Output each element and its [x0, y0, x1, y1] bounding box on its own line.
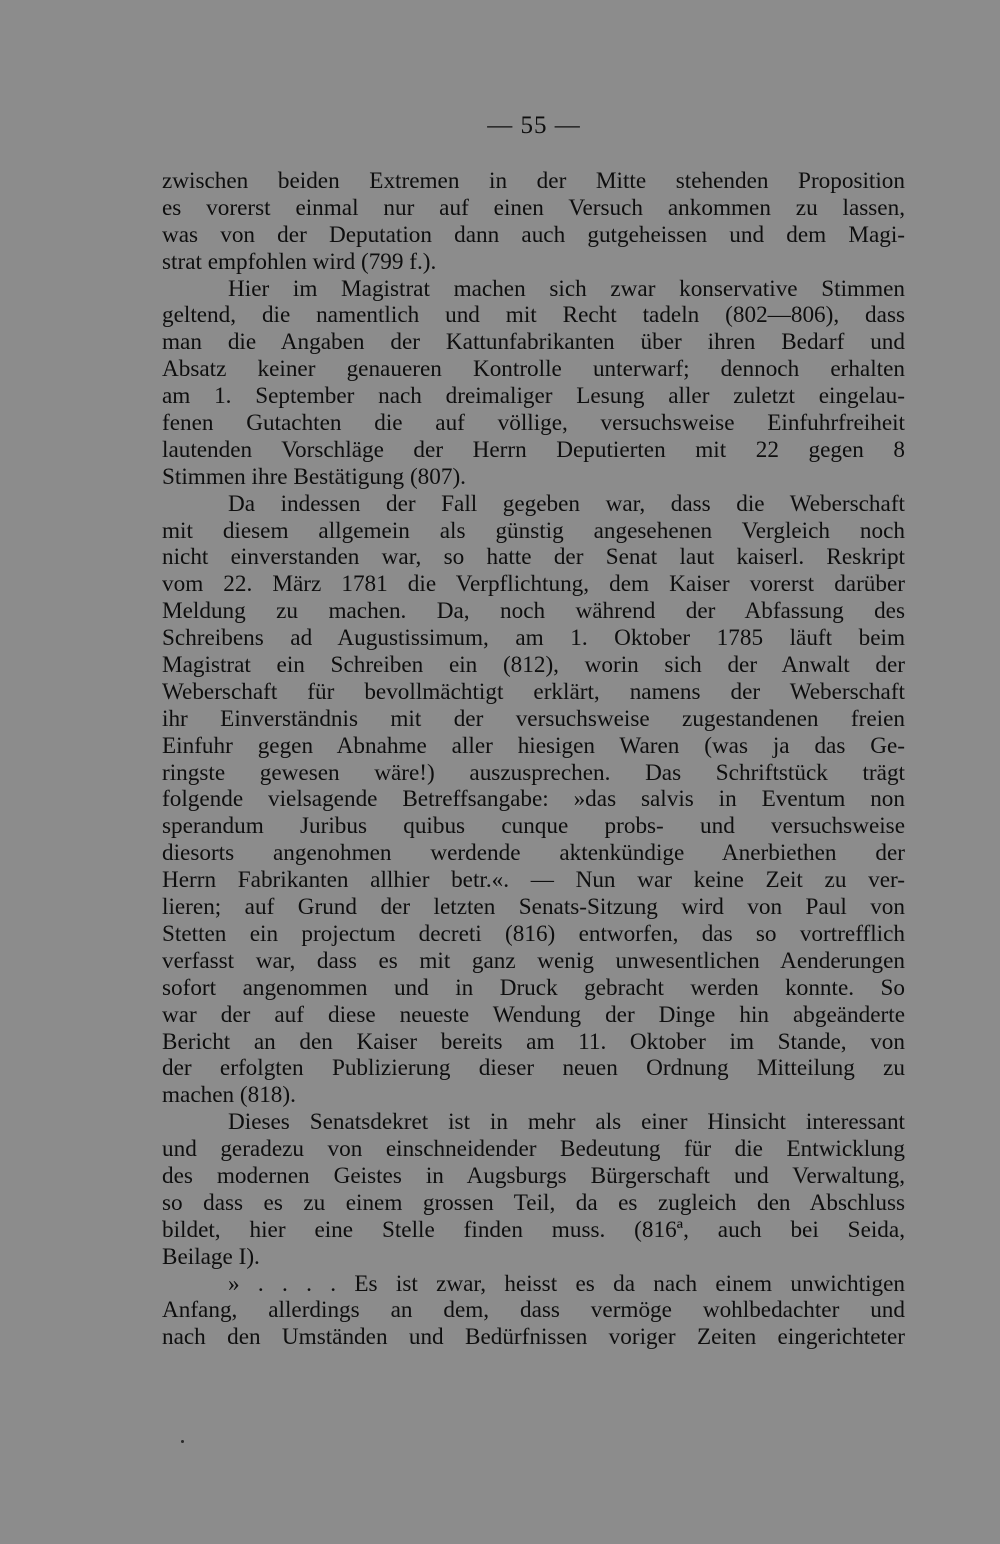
text-line: Stetten ein projectum decreti (816) entworfen, das so vortrefflich: [162, 920, 905, 947]
text-line: ihr Einverständnis mit der versuchsweise zugestandenen freien: [162, 705, 905, 732]
text-line: Beilage I).: [162, 1243, 260, 1270]
text-line: geltend, die namentlich und mit Recht tadeln (802—806), dass: [162, 302, 905, 329]
text-line: Absatz keiner genaueren Kontrolle unterwarf; dennoch erhalten: [162, 356, 905, 383]
text-line: Meldung zu machen. Da, noch während der Abfassung des: [162, 598, 905, 625]
text-line: lautenden Vorschläge der Herrn Deputierten mit 22 gegen 8: [162, 436, 905, 463]
text-line: Schreibens ad Augustissimum, am 1. Oktober 1785 läuft beim: [162, 625, 905, 652]
text-line: Herrn Fabrikanten allhier betr.«. — Nun war keine Zeit zu ver-: [162, 867, 905, 894]
page-number: — 55 —: [487, 112, 581, 139]
text-line: diesorts angenohmen werdende aktenkündige Anerbiethen der: [162, 840, 905, 867]
text-line: Hier im Magistrat machen sich zwar konservative Stimmen: [228, 275, 905, 302]
text-line: Einfuhr gegen Abnahme aller hiesigen Waren (was ja das Ge-: [162, 732, 905, 759]
text-line: und geradezu von einschneidender Bedeutung für die Entwicklung: [162, 1136, 905, 1163]
text-line: mit diesem allgemein als günstig angesehenen Vergleich noch: [162, 517, 905, 544]
text-line: es vorerst einmal nur auf einen Versuch ankommen zu lassen,: [162, 194, 905, 221]
text-line: so dass es zu einem grossen Teil, da es zugleich den Abschluss: [162, 1189, 905, 1216]
text-line: nach den Umständen und Bedürfnissen voriger Zeiten eingerichteter: [162, 1324, 905, 1351]
text-line: verfasst war, dass es mit ganz wenig unwesentlichen Aenderungen: [162, 947, 905, 974]
body-text: [162, 168, 905, 1351]
text-line: sperandum Juribus quibus cunque probs- und versuchsweise: [162, 813, 905, 840]
text-line: am 1. September nach dreimaliger Lesung aller zuletzt eingelau-: [162, 383, 905, 410]
text-line: Bericht an den Kaiser bereits am 11. Oktober im Stande, von: [162, 1028, 905, 1055]
text-line: lieren; auf Grund der letzten Senats-Sitzung wird von Paul von: [162, 894, 905, 921]
text-line: Dieses Senatsdekret ist in mehr als einer Hinsicht interessant: [228, 1109, 905, 1136]
text-line: des modernen Geistes in Augsburgs Bürgerschaft und Verwaltung,: [162, 1162, 905, 1189]
text-line: Anfang, allerdings an dem, dass vermöge wohlbedachter und: [162, 1297, 905, 1324]
text-line: strat empfohlen wird (799 f.).: [162, 248, 437, 275]
text-line: man die Angaben der Kattunfabrikanten über ihren Bedarf und: [162, 329, 905, 356]
text-line: der erfolgten Publizierung dieser neuen Ordnung Mitteilung zu: [162, 1055, 905, 1082]
text-line: nicht einverstanden war, so hatte der Senat laut kaiserl. Reskript: [162, 544, 905, 571]
text-line: Weberschaft für bevollmächtigt erklärt, namens der Weberschaft: [162, 678, 905, 705]
text-line: fenen Gutachten die auf völlige, versuchsweise Einfuhrfreiheit: [162, 410, 905, 437]
text-line: Da indessen der Fall gegeben war, dass die Weberschaft: [228, 490, 905, 517]
text-line: Magistrat ein Schreiben ein (812), worin sich der Anwalt der: [162, 652, 905, 679]
text-line: sofort angenommen und in Druck gebracht werden konnte. So: [162, 974, 905, 1001]
text-line: zwischen beiden Extremen in der Mitte stehenden Proposition: [162, 168, 905, 194]
text-line: ringste gewesen wäre!) auszusprechen. Das Schriftstück trägt: [162, 759, 905, 786]
text-line: Stimmen ihre Bestätigung (807).: [162, 463, 466, 490]
text-line: war der auf diese neueste Wendung der Dinge hin abgeänderte: [162, 1001, 905, 1028]
speck-mark: [181, 1440, 184, 1443]
text-line: folgende vielsagende Betreffsangabe: »das salvis in Eventum non: [162, 786, 905, 813]
text-line: vom 22. März 1781 die Verpflichtung, dem Kaiser vorerst darüber: [162, 571, 905, 598]
text-line: machen (818).: [162, 1082, 296, 1109]
text-line: » . . . . Es ist zwar, heisst es da nach einem unwichtigen: [228, 1270, 905, 1297]
text-line: bildet, hier eine Stelle finden muss. (816ª, auch bei Seida,: [162, 1216, 905, 1243]
text-line: was von der Deputation dann auch gutgeheissen und dem Magi-: [162, 221, 905, 248]
